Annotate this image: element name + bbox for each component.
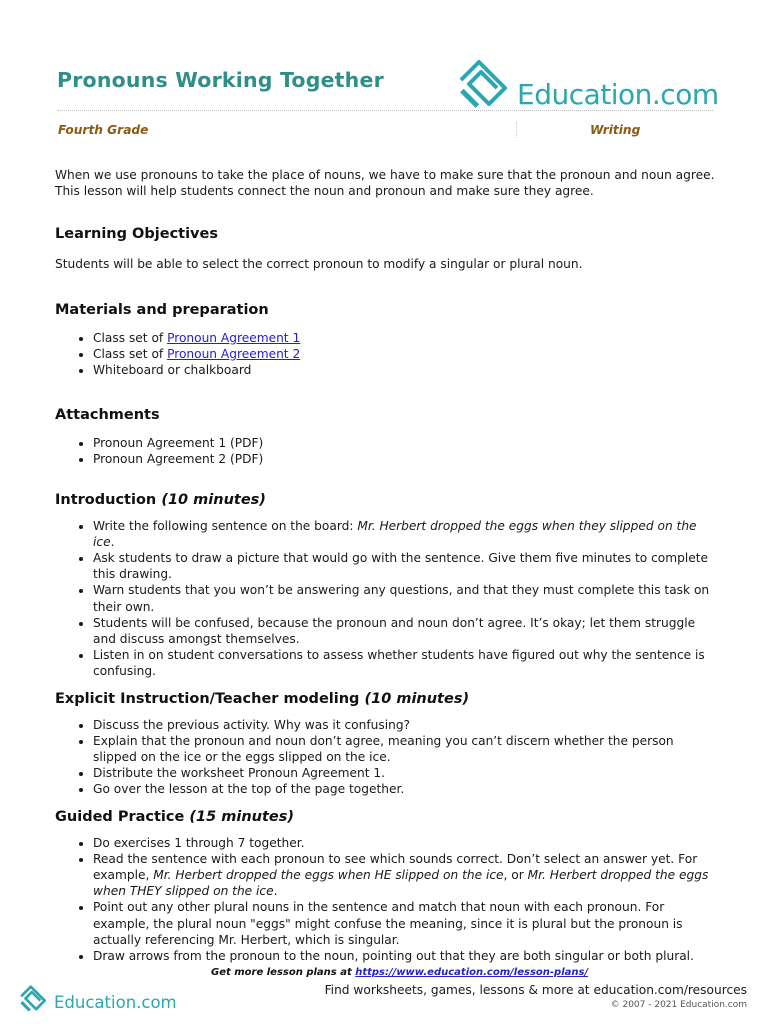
list-item: • Explain that the pronoun and noun don’t agree, meaning you can’t discern whether the person slipped on the ice or the eggs slipped on the ice. xyxy=(93,733,715,765)
attachments-heading: Attachments xyxy=(55,407,160,424)
guided-practice-list xyxy=(55,835,715,965)
list-item xyxy=(93,851,715,900)
explicit-instruction-heading xyxy=(55,690,715,708)
grade-label: Fourth Grade xyxy=(58,123,149,137)
section-title: Guided Practice xyxy=(55,808,185,825)
footer-logo-text: Education.com xyxy=(54,993,177,1012)
footer-tagline: Find worksheets, games, lessons & more at education.com/resources xyxy=(324,983,747,997)
lesson-plans-link[interactable]: https://www.education.com/lesson-plans/ xyxy=(355,967,589,978)
list-item-text: Write the following sentence on the board: xyxy=(93,518,358,533)
learning-objectives-heading: Learning Objectives xyxy=(55,226,218,243)
example-sentence: Mr. Herbert dropped the eggs when they slipped on the ice xyxy=(93,518,697,549)
example-sentence: Mr. Herbert dropped the eggs when THEY slipped on the ice xyxy=(93,868,709,899)
footer-logo[interactable] xyxy=(18,983,178,1015)
list-item xyxy=(93,330,715,346)
punctuation: . xyxy=(110,534,115,549)
example-sentence: Mr. Herbert dropped the eggs when HE slipped on the ice xyxy=(153,868,504,883)
introduction-list xyxy=(55,518,715,680)
duration: (10 minutes) xyxy=(161,491,266,508)
list-item xyxy=(93,346,715,362)
list-item: • Pronoun Agreement 2 (PDF) xyxy=(93,451,715,467)
education-logo[interactable] xyxy=(455,56,719,114)
section-title: Introduction xyxy=(55,491,157,508)
materials-heading: Materials and preparation xyxy=(55,301,269,318)
list-item: • Do exercises 1 through 7 together. xyxy=(93,835,715,851)
list-item: • Point out any other plural nouns in the sentence and match that noun with each pronoun. For example, the plural noun "eggs" might confuse the meaning, since it is plural but the pronoun is actually referencing Mr. Herbert, which is singular. xyxy=(93,899,715,948)
header-divider xyxy=(57,110,713,111)
introduction-heading xyxy=(55,491,715,509)
list-item: • Distribute the worksheet Pronoun Agreement 1. xyxy=(93,765,715,781)
list-item: • Discuss the previous activity. Why was it confusing? xyxy=(93,717,715,733)
list-item: • Whiteboard or chalkboard xyxy=(93,362,715,378)
list-item-text: Read the sentence with each pronoun to see which sounds correct. Don’t select an answer yet. For example, xyxy=(93,851,698,883)
subject-label: Writing xyxy=(590,123,641,137)
footer-copyright: © 2007 - 2021 Education.com xyxy=(610,1000,747,1010)
guided-practice-heading xyxy=(55,808,715,826)
paperclip-logo-icon xyxy=(18,983,50,1015)
footer-note-text: Get more lesson plans at xyxy=(211,967,356,978)
duration: (15 minutes) xyxy=(189,808,294,825)
lesson-content xyxy=(55,167,715,964)
list-item-text: Class set of xyxy=(93,330,168,345)
list-item-text: Class set of xyxy=(93,346,168,361)
explicit-instruction-list xyxy=(55,717,715,798)
list-item: • Ask students to draw a picture that would go with the sentence. Give them five minutes to complete this drawing. xyxy=(93,550,715,582)
learning-objectives-text: Students will be able to select the correct pronoun to modify a singular or plural noun. xyxy=(55,257,583,272)
section-title: Explicit Instruction/Teacher modeling xyxy=(55,690,360,707)
page-title: Pronouns Working Together xyxy=(57,68,384,92)
attachments-list xyxy=(55,435,715,467)
connector-text: , or xyxy=(503,868,528,883)
list-item: • Students will be confused, because the pronoun and noun don’t agree. It’s okay; let them struggle and discuss amongst themselves. xyxy=(93,615,715,647)
list-item: • Draw arrows from the pronoun to the noun, pointing out that they are both singular or both plural. xyxy=(93,948,715,964)
logo-text: Education.com xyxy=(517,78,719,111)
paperclip-logo-icon xyxy=(455,56,515,114)
list-item xyxy=(93,518,715,550)
pronoun-agreement-2-link[interactable]: Pronoun Agreement 2 xyxy=(167,346,301,361)
intro-paragraph: When we use pronouns to take the place of nouns, we have to make sure that the pronoun and noun agree. This lesson will help students connect the noun and pronoun and make sure they agree. xyxy=(55,168,715,199)
list-item: • Go over the lesson at the top of the page together. xyxy=(93,781,715,797)
list-item: • Pronoun Agreement 1 (PDF) xyxy=(93,435,715,451)
punctuation: . xyxy=(273,884,278,899)
duration: (10 minutes) xyxy=(364,690,470,707)
list-item: • Warn students that you won’t be answering any questions, and that they must complete this task on their own. xyxy=(93,582,715,614)
list-item: • Listen in on student conversations to assess whether students have figured out why the sentence is confusing. xyxy=(93,647,715,679)
materials-list xyxy=(55,330,715,379)
header-separator xyxy=(516,122,517,138)
footer-note xyxy=(211,967,588,978)
pronoun-agreement-1-link[interactable]: Pronoun Agreement 1 xyxy=(167,330,301,345)
